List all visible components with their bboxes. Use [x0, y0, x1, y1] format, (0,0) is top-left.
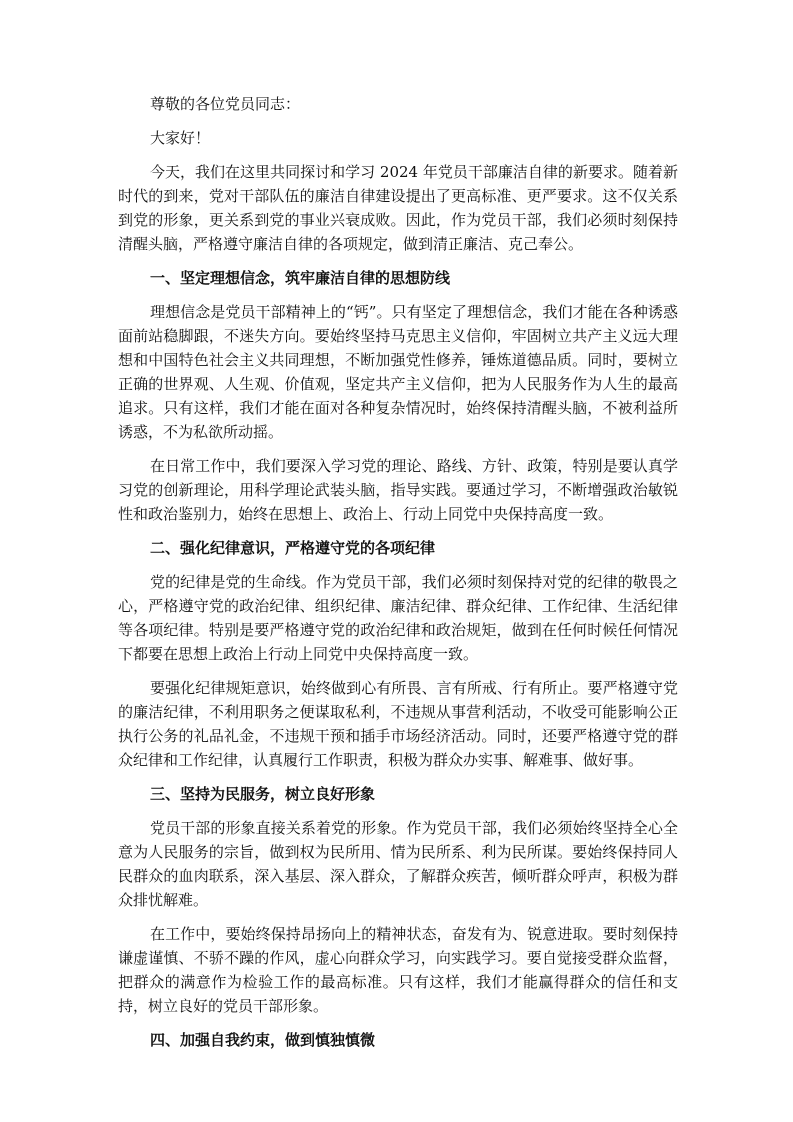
section-paragraph: 在工作中，要始终保持昂扬向上的精神状态，奋发有为、锐意进取。要时刻保持谦虚谨慎、不骄不躁的作风，虚心向群众学习，向实践学习。要自觉接受群众监督，把群众的满意作为检验工作的最高标准。只有这样，我们才能赢得群众的信任和支持，树立良好的党员干部形象。	[118, 925, 678, 1015]
section-heading: 四、加强自我约束，做到慎独慎微	[150, 1031, 376, 1049]
salutation: 尊敬的各位党员同志：	[150, 95, 301, 113]
section-heading: 二、强化纪律意识，严格遵守党的各项纪律	[150, 539, 436, 557]
section-heading: 三、坚持为民服务，树立良好形象	[150, 785, 376, 803]
section-3	[118, 782, 678, 1018]
greeting: 大家好！	[150, 129, 211, 147]
section-paragraph: 在日常工作中，我们要深入学习党的理论、路线、方针、政策，特别是要认真学习党的创新理论，用科学理论武装头脑，指导实践。要通过学习，不断增强政治敏锐性和政治鉴别力，始终在思想上、政治上、行动上同党中央保持高度一致。	[118, 457, 678, 523]
intro-paragraph: 今天，我们在这里共同探讨和学习 2024 年党员干部廉洁自律的新要求。随着新时代的到来，党对干部队伍的廉洁自律建设提出了更高标准、更严要求。这不仅关系到党的形象，更关系到党的事业兴衰成败。因此，作为党员干部，我们必须时刻保持清醒头脑，严格遵守廉洁自律的各项规定，做到清正廉洁、克己奉公。	[118, 163, 678, 253]
section-heading: 一、坚定理想信念，筑牢廉洁自律的思想防线	[150, 269, 451, 287]
section-paragraph: 党员干部的形象直接关系着党的形象。作为党员干部，我们必须始终坚持全心全意为人民服务的宗旨，做到权为民所用、情为民所系、利为民所谋。要始终保持同人民群众的血肉联系，深入基层、深入群众，了解群众疾苦，倾听群众呼声，积极为群众排忧解难。	[118, 819, 678, 909]
section-paragraph: 党的纪律是党的生命线。作为党员干部，我们必须时刻保持对党的纪律的敬畏之心，严格遵守党的政治纪律、组织纪律、廉洁纪律、群众纪律、工作纪律、生活纪律等各项纪律。特别是要严格遵守党的政治纪律和政治规矩，做到在任何时候任何情况下都要在思想上政治上行动上同党中央保持高度一致。	[118, 573, 678, 663]
document-page	[118, 92, 678, 1062]
section-paragraph: 要强化纪律规矩意识，始终做到心有所畏、言有所戒、行有所止。要严格遵守党的廉洁纪律，不利用职务之便谋取私利，不违规从事营利活动，不收受可能影响公正执行公务的礼品礼金，不违规干预和插手市场经济活动。同时，还要严格遵守党的群众纪律和工作纪律，认真履行工作职责，积极为群众办实事、解难事、做好事。	[118, 679, 678, 769]
section-2	[118, 536, 678, 772]
section-paragraph: 理想信念是党员干部精神上的“钙”。只有坚定了理想信念，我们才能在各种诱惑面前站稳脚跟，不迷失方向。要始终坚持马克思主义信仰，牢固树立共产主义远大理想和中国特色社会主义共同理想，不断加强党性修养，锤炼道德品质。同时，要树立正确的世界观、人生观、价值观，坚定共产主义信仰，把为人民服务作为人生的最高追求。只有这样，我们才能在面对各种复杂情况时，始终保持清醒头脑，不被利益所诱惑，不为私欲所动摇。	[118, 303, 678, 441]
section-1	[118, 266, 678, 526]
section-4	[118, 1028, 678, 1052]
